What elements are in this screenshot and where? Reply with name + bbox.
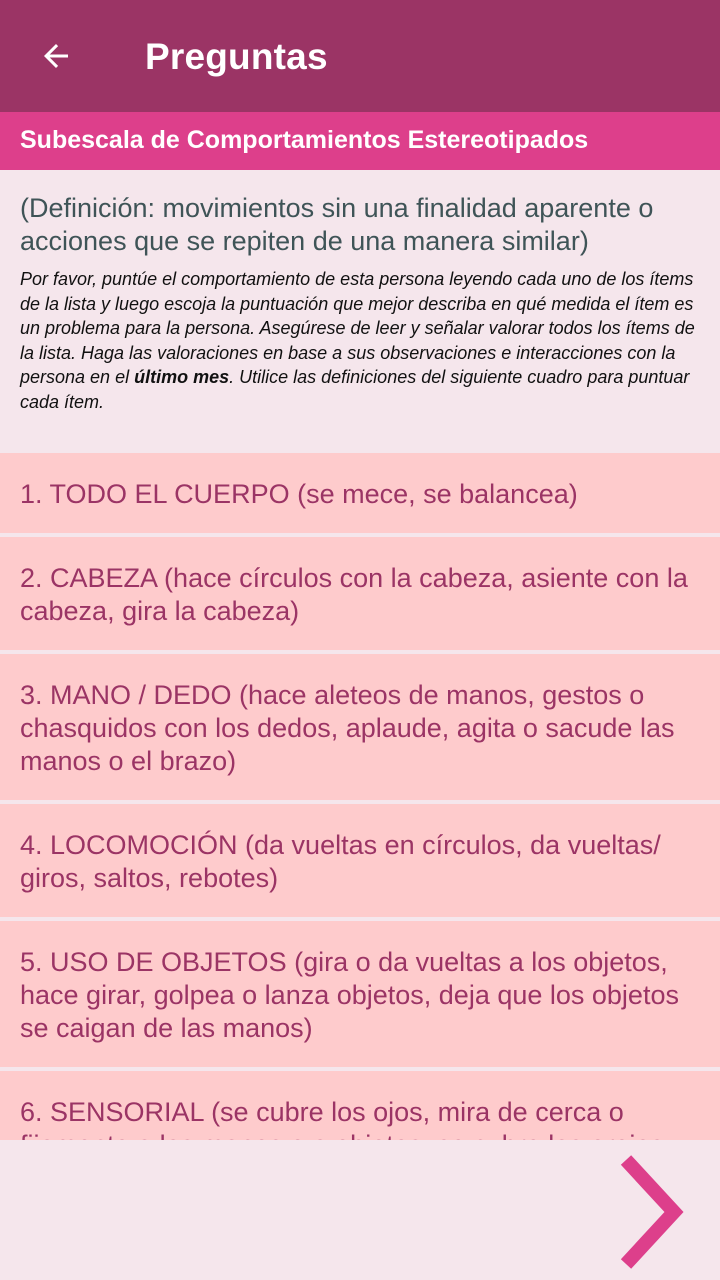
app-bar	[0, 0, 720, 112]
item-6[interactable]: 6. SENSORIAL (se cubre los ojos, mira de cerca o	[0, 1071, 720, 1184]
item-5[interactable]: 5. USO DE OBJETOS (gira o da vueltas a los objetos, hace girar, golpea o lanza objetos, deja que los objetos se caigan de las manos)	[0, 921, 720, 1067]
subscale-title: Subescala de Comportamientos Estereotipados	[0, 112, 720, 170]
item-3[interactable]: 3. MANO / DEDO (hace aleteos de manos, gestos o chasquidos con los dedos, aplaude, agita o sacude las manos o el brazo)	[0, 654, 720, 800]
item-4[interactable]: 4. LOCOMOCIÓN (da vueltas en círculos, da vueltas/ giros, saltos, rebotes)	[0, 804, 720, 917]
instructions-emphasis: último mes	[134, 367, 230, 387]
item-1[interactable]: 1. TODO EL CUERPO (se mece, se balancea)	[0, 453, 720, 533]
definition-text: (Definición: movimientos sin una finalidad aparente o acciones que se repiten de una manera similar)	[20, 193, 654, 256]
instructions-text	[0, 258, 720, 414]
page-title: Preguntas	[145, 36, 328, 77]
chevron-right-icon	[610, 1152, 700, 1272]
item-2[interactable]: 2. CABEZA (hace círculos con la cabeza, asiente con la cabeza, gira la cabeza)	[0, 537, 720, 650]
arrow-left-icon	[38, 38, 74, 74]
item-list	[0, 453, 720, 1188]
instructions-part2: . Utilice las definiciones del siguiente cuadro para puntuar cada ítem.	[20, 367, 690, 412]
instructions-part1: Por favor, puntúe el comportamiento de esta persona leyendo cada uno de los ítems de la lista y luego escoja la puntuación que mejor describa en qué medida el ítem es un problema para la persona. Asegúrese de leer y señalar valorar todos los ítems de la lista. Haga las valoraciones en base a sus observaciones e interacciones con la persona en el	[20, 269, 695, 387]
question-content[interactable]	[0, 170, 720, 1140]
back-button[interactable]	[30, 30, 82, 82]
next-button[interactable]	[610, 1152, 700, 1272]
bottom-navigation	[0, 1140, 720, 1280]
